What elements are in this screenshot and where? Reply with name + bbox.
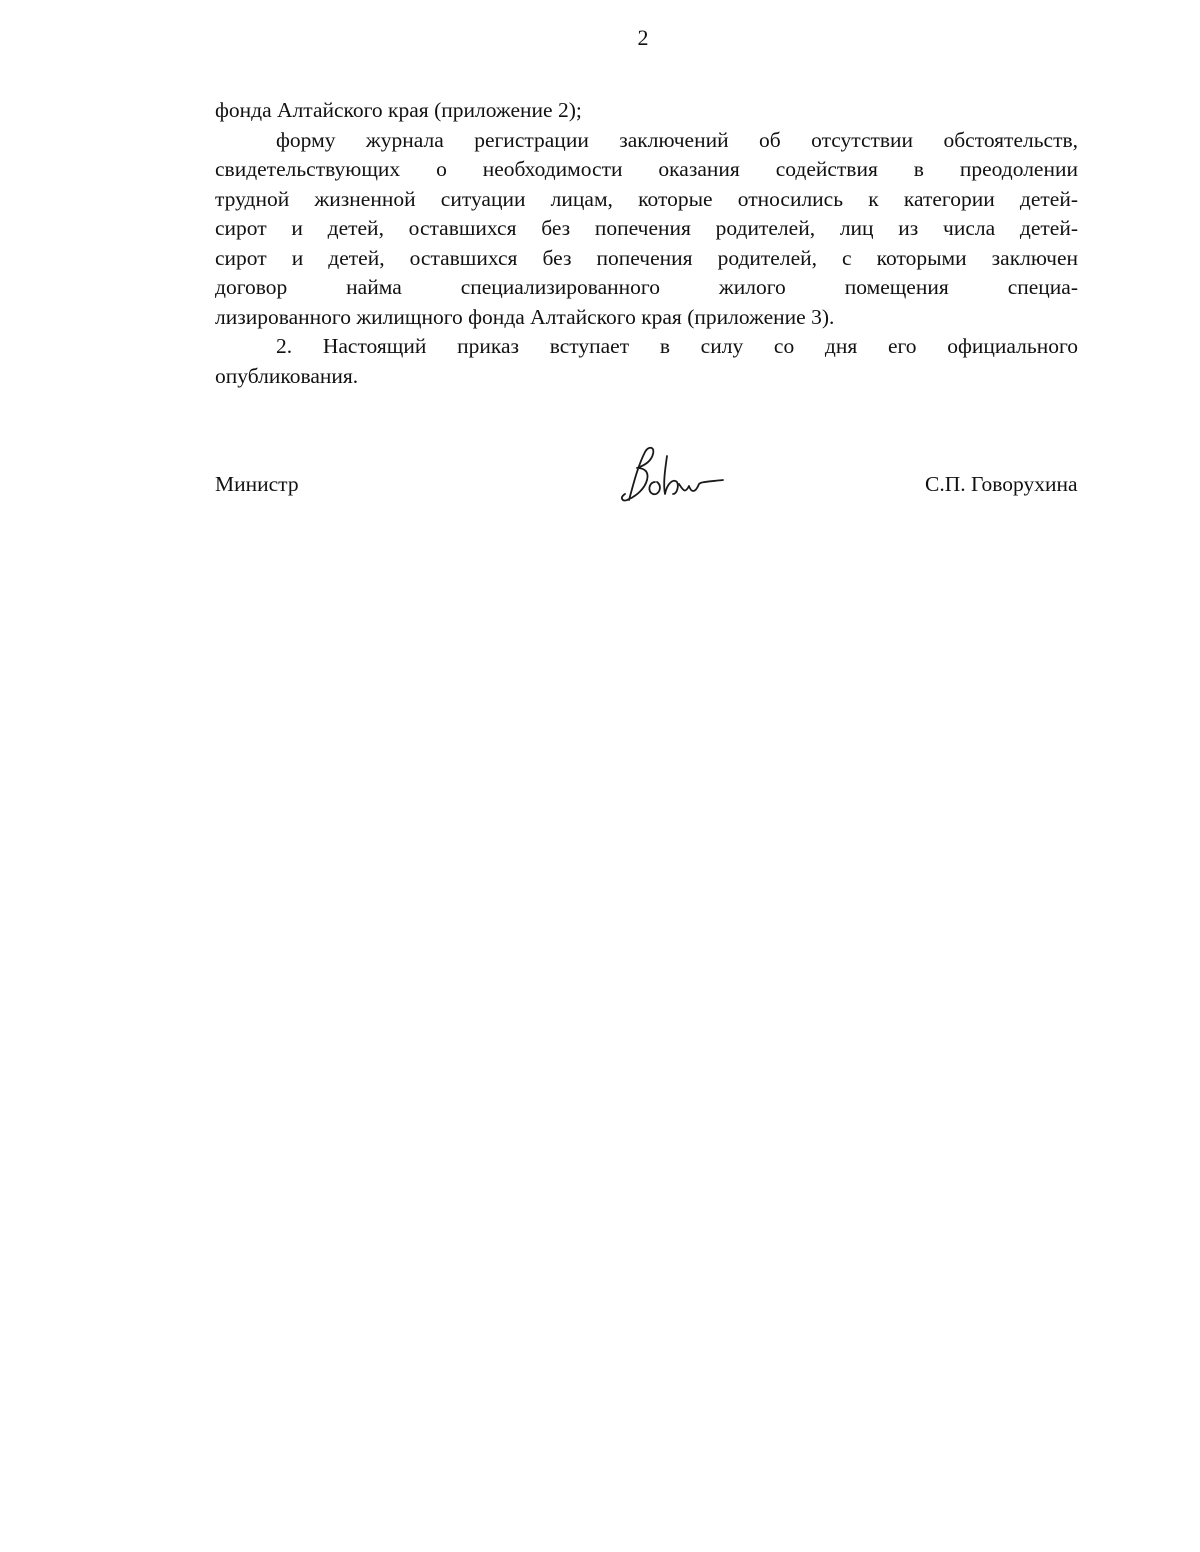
text-line: сирот и детей, оставшихся без попечения родителей, с которыми заключен [215, 245, 1078, 270]
body-text [215, 96, 1078, 391]
text-line: договор найма специализированного жилого помещения специа- [215, 275, 1078, 299]
text-line: лизированного жилищного фонда Алтайского края (приложение 3). [215, 304, 835, 329]
signatory-position: Министр [215, 472, 299, 496]
text-line: опубликования. [215, 363, 359, 388]
text-line: сирот и детей, оставшихся без попечения родителей, лиц из числа детей- [215, 216, 1078, 240]
handwritten-signature [615, 442, 735, 512]
page-number: 2 [637, 25, 649, 50]
text-line: фонда Алтайского края (приложение 2); [215, 98, 582, 122]
text-line: трудной жизненной ситуации лицам, которые относились к категории детей- [215, 186, 1078, 211]
text-line: форму журнала регистрации заключений об отсутствии обстоятельств, [276, 127, 1078, 152]
text-line: 2. Настоящий приказ вступает в силу со дня его официального [276, 334, 1078, 358]
signature-block [0, 470, 1200, 520]
signatory-name: С.П. Говорухина [925, 472, 1078, 496]
text-line: свидетельствующих о необходимости оказания содействия в преодолении [215, 157, 1078, 181]
